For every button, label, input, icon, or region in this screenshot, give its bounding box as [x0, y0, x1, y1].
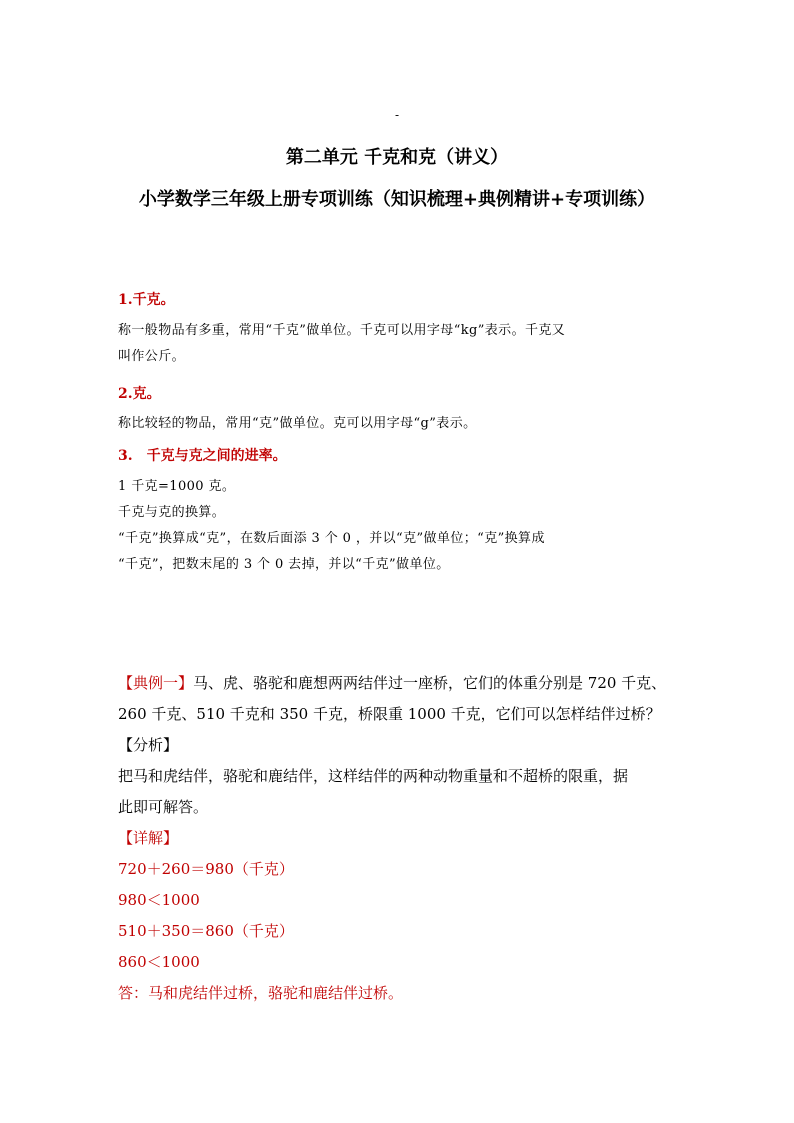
example-question-line-2: 260 千克、510 千克和 350 千克，桥限重 1000 千克，它们可以怎样结伴过桥？	[118, 705, 661, 723]
text-line: 1 千克=1000 克。	[118, 479, 236, 494]
text-line: 称一般物品有多重，常用“千克”做单位。千克可以用字母“kg”表示。千克又	[118, 323, 566, 338]
conversion-paragraph	[118, 474, 678, 578]
calc-line: 720＋260＝980（千克）	[118, 860, 294, 878]
example-question-text: 马、虎、骆驼和鹿想两两结伴过一座桥，它们的体重分别是 720 千克、	[193, 674, 667, 692]
text-line: 称比较轻的物品，常用“克”做单位。克可以用字母“g”表示。	[118, 416, 477, 431]
document-title: 第二单元 千克和克（讲义）	[285, 147, 509, 168]
detail-tag: 【详解】	[118, 829, 179, 847]
compare-line: 980＜1000	[118, 891, 200, 909]
example-question-line	[118, 668, 678, 699]
section-heading-gram: 2.克。	[118, 386, 161, 402]
compare-line: 860＜1000	[118, 953, 200, 971]
knowledge-section	[118, 290, 678, 310]
text-line: 叫作公斤。	[118, 349, 186, 364]
section-heading-conversion: 3. 千克与克之间的进率。	[118, 448, 287, 464]
calc-line: 510＋350＝860（千克）	[118, 922, 294, 940]
gram-section	[118, 384, 678, 404]
text-line: 千克与克的换算。	[118, 505, 226, 520]
section-heading-kilogram: 1.千克。	[118, 292, 175, 308]
example-section	[118, 668, 678, 1009]
answer-line: 答：马和虎结伴过桥，骆驼和鹿结伴过桥。	[118, 984, 404, 1002]
text-line: “千克”，把数末尾的 3 个 0 去掉，并以“千克”做单位。	[118, 557, 450, 572]
document-subtitle: 小学数学三年级上册专项训练（知识梳理+典例精讲+专项训练）	[138, 189, 656, 210]
kilogram-paragraph	[118, 318, 678, 370]
conversion-section	[118, 446, 678, 466]
gram-paragraph	[118, 411, 678, 437]
analysis-line: 此即可解答。	[118, 798, 209, 816]
analysis-tag: 【分析】	[118, 736, 179, 754]
header-mark: -	[394, 108, 400, 122]
analysis-line: 把马和虎结伴，骆驼和鹿结伴，这样结伴的两种动物重量和不超桥的限重，据	[118, 767, 629, 785]
text-line: “千克”换算成“克”，在数后面添 3 个 0 ，并以“克”做单位；“克”换算成	[118, 531, 545, 546]
example-tag: 【典例一】	[118, 674, 194, 692]
